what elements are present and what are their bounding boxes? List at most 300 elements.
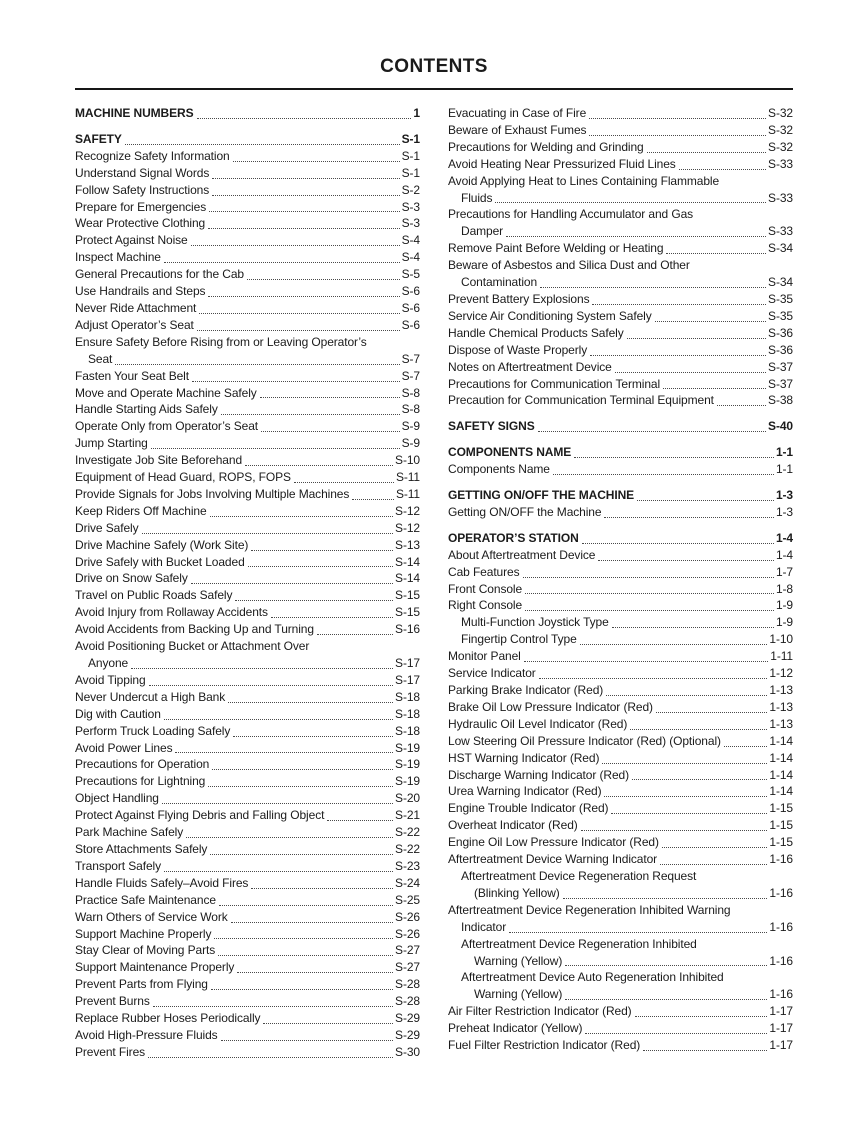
- toc-entry-page-number: S-25: [395, 892, 420, 907]
- toc-entry-label: Move and Operate Machine Safely: [75, 385, 257, 400]
- dot-leader: [221, 414, 400, 415]
- dot-leader: [125, 144, 400, 145]
- toc-entry: [448, 868, 793, 902]
- toc-entry-page-number: S-15: [395, 605, 420, 620]
- toc-entry-label: Avoid Heating Near Pressurized Fluid Lines: [448, 156, 676, 171]
- dot-leader: [208, 228, 400, 229]
- toc-entry-label: About Aftertreatment Device: [448, 547, 596, 562]
- toc-entry-label: Travel on Public Roads Safely: [75, 588, 233, 603]
- toc-entry: [448, 682, 793, 699]
- toc-section-entry: [448, 444, 793, 461]
- dot-leader: [582, 543, 774, 544]
- toc-entry-line: [448, 597, 793, 614]
- toc-entry-label: Drive on Snow Safely: [75, 571, 188, 586]
- toc-entry-line: [75, 300, 420, 317]
- toc-entry-line: [448, 986, 793, 1003]
- toc-entry-page-number: S-19: [395, 774, 420, 789]
- toc-entry-line: [75, 148, 420, 165]
- toc-entry-page-number: S-13: [395, 537, 420, 552]
- toc-entry: [75, 587, 420, 604]
- toc-entry-line: [448, 504, 793, 521]
- dot-leader: [219, 905, 393, 906]
- dot-leader: [580, 644, 768, 645]
- toc-entry-page-number: 1-14: [769, 733, 793, 748]
- toc-entry: [75, 401, 420, 418]
- toc-entry-label: Parking Brake Indicator (Red): [448, 683, 604, 697]
- toc-entry: [75, 486, 420, 503]
- toc-entry-page-number: S-8: [401, 385, 420, 400]
- toc-entry: [75, 621, 420, 638]
- toc-entry-label: Prevent Fires: [75, 1044, 146, 1059]
- toc-entry-label: Avoid Applying Heat to Lines Containing Flammable: [448, 173, 720, 188]
- toc-entry-page-number: 1-13: [769, 683, 793, 697]
- toc-entry-line: [448, 716, 793, 733]
- toc-entry-label: Engine Oil Low Pressure Indicator (Red): [448, 835, 659, 850]
- toc-entry: [448, 733, 793, 750]
- toc-entry-label: Overheat Indicator (Red): [448, 818, 578, 833]
- toc-entry-line: [448, 487, 793, 504]
- dot-leader: [581, 830, 768, 831]
- toc-entry-label: Never Undercut a High Bank: [75, 689, 226, 704]
- toc-entry: [448, 139, 793, 156]
- toc-entry-page-number: S-23: [395, 858, 420, 873]
- toc-entry-label: Jump Starting: [75, 436, 148, 451]
- toc-entry: [75, 232, 420, 249]
- toc-section-entry: [448, 487, 793, 504]
- dot-leader: [660, 864, 767, 865]
- toc-entry-label: Protect Against Flying Debris and Falling Object: [75, 808, 325, 823]
- toc-entry-label-continued: (Blinking Yellow): [474, 885, 560, 900]
- toc-entry-line: [75, 841, 420, 858]
- toc-entry-label: Stay Clear of Moving Parts: [75, 943, 216, 958]
- toc-entry-label: Store Attachments Safely: [75, 841, 208, 856]
- toc-entry-line: [75, 790, 420, 807]
- dot-leader: [228, 702, 393, 703]
- toc-entry-page-number: 1-15: [769, 835, 793, 850]
- toc-entry: [75, 1027, 420, 1044]
- toc-entry-line: [448, 418, 793, 435]
- toc-entry-line: [75, 385, 420, 402]
- dot-leader: [212, 195, 400, 196]
- toc-entry-line: [75, 232, 420, 249]
- toc-entry: [75, 165, 420, 182]
- toc-entry-line: [448, 223, 793, 240]
- toc-entry-label: Avoid Injury from Rollaway Accidents: [75, 605, 268, 620]
- toc-entry: [75, 317, 420, 334]
- toc-entry-label: Remove Paint Before Welding or Heating: [448, 241, 664, 256]
- toc-entry-line: [448, 342, 793, 359]
- toc-entry-label: GETTING ON/OFF THE MACHINE: [448, 488, 635, 503]
- toc-entry-line: [75, 435, 420, 452]
- toc-entry-label: Precautions for Operation: [75, 757, 210, 772]
- toc-entry: [448, 461, 793, 478]
- toc-entry-label: Components Name: [448, 462, 550, 477]
- toc-entry-line: [75, 756, 420, 773]
- dot-leader: [635, 1016, 768, 1017]
- toc-entry-label: Equipment of Head Guard, ROPS, FOPS: [75, 470, 291, 485]
- toc-entry-page-number: 1-15: [769, 818, 793, 833]
- toc-entry-line: [75, 469, 420, 486]
- toc-entry-label: Fasten Your Seat Belt: [75, 368, 189, 383]
- toc-entry-label: MACHINE NUMBERS: [75, 106, 194, 120]
- toc-entry: [75, 689, 420, 706]
- toc-entry-line: [75, 926, 420, 943]
- toc-entry-line: [448, 257, 793, 274]
- toc-entry: [75, 334, 420, 368]
- toc-entry-line: [75, 105, 420, 122]
- dot-leader: [212, 178, 399, 179]
- toc-entry: [75, 926, 420, 943]
- toc-entry-label: Evacuating in Case of Fire: [448, 106, 587, 120]
- toc-entry-line: [448, 564, 793, 581]
- toc-entry-page-number: S-28: [395, 994, 420, 1009]
- toc-entry-line: [448, 953, 793, 970]
- toc-entry-page-number: S-20: [395, 791, 420, 806]
- dot-leader: [590, 355, 766, 356]
- toc-entry-page-number: S-1: [401, 148, 420, 163]
- toc-entry: [448, 376, 793, 393]
- toc-entry-line: [448, 325, 793, 342]
- toc-entry-line: [448, 665, 793, 682]
- toc-entry-page-number: S-9: [401, 436, 420, 451]
- toc-entry-label: Aftertreatment Device Regeneration Inhibited Warning: [448, 902, 731, 917]
- toc-entry-page-number: 1: [413, 106, 420, 120]
- toc-entry-line: [448, 105, 793, 122]
- toc-entry-label: Protect Against Noise: [75, 233, 188, 248]
- toc-entry-line: [448, 359, 793, 376]
- toc-entry-label: Avoid Tipping: [75, 672, 146, 687]
- toc-entry-page-number: S-6: [401, 300, 420, 315]
- toc-entry-label: Monitor Panel: [448, 649, 521, 664]
- toc-entry: [448, 800, 793, 817]
- toc-entry-label: Adjust Operator’s Seat: [75, 317, 194, 332]
- dot-leader: [565, 999, 767, 1000]
- toc-entry: [75, 452, 420, 469]
- toc-entry: [75, 368, 420, 385]
- toc-entry-line: [75, 334, 420, 351]
- toc-section-entry: [75, 105, 420, 122]
- toc-entry-label: COMPONENTS NAME: [448, 445, 572, 460]
- toc-entry-line: [75, 570, 420, 587]
- toc-entry-label: Understand Signal Words: [75, 165, 210, 180]
- toc-entry-line: [448, 817, 793, 834]
- toc-entry-page-number: S-11: [395, 486, 420, 501]
- toc-entry-page-number: S-38: [768, 393, 793, 408]
- toc-entry-page-number: S-36: [768, 342, 793, 357]
- dot-leader: [260, 397, 400, 398]
- toc-entry-page-number: S-4: [401, 250, 420, 265]
- dot-leader: [643, 1050, 767, 1051]
- toc-entry-page-number: 1-8: [775, 581, 793, 596]
- toc-entry-line: [75, 638, 420, 655]
- dot-leader: [615, 372, 766, 373]
- toc-entry: [75, 638, 420, 672]
- toc-entry-label: Keep Riders Off Machine: [75, 503, 207, 518]
- toc-entry-label: Aftertreatment Device Regeneration Inhibited: [461, 936, 697, 951]
- dot-leader: [717, 405, 766, 406]
- toc-entry-page-number: S-32: [768, 139, 793, 154]
- toc-entry-line: [75, 892, 420, 909]
- toc-entry-page-number: S-33: [768, 224, 793, 239]
- toc-entry-page-number: S-35: [768, 291, 793, 306]
- toc-entry: [448, 750, 793, 767]
- toc-entry: [75, 1010, 420, 1027]
- toc-entry-page-number: S-27: [395, 943, 420, 958]
- toc-entry-line: [75, 418, 420, 435]
- dot-leader: [149, 685, 394, 686]
- toc-entry-page-number: S-5: [401, 267, 420, 282]
- toc-entry-line: [75, 993, 420, 1010]
- toc-entry-line: [448, 461, 793, 478]
- toc-entry: [75, 756, 420, 773]
- toc-entry: [448, 631, 793, 648]
- toc-entry-line: [448, 190, 793, 207]
- dot-leader: [525, 593, 774, 594]
- toc-entry-page-number: S-9: [401, 419, 420, 434]
- toc-entry-page-number: 1-12: [769, 666, 793, 681]
- toc-entry-page-number: S-36: [768, 325, 793, 340]
- toc-entry-page-number: S-24: [395, 875, 420, 890]
- toc-entry: [75, 959, 420, 976]
- toc-entry-label: Service Indicator: [448, 666, 536, 681]
- toc-entry: [448, 597, 793, 614]
- dot-leader: [662, 847, 768, 848]
- toc-entry: [75, 199, 420, 216]
- toc-entry-line: [448, 139, 793, 156]
- toc-entry-page-number: S-14: [395, 571, 420, 586]
- toc-entry: [75, 503, 420, 520]
- toc-entry: [448, 547, 793, 564]
- toc-entry-line: [448, 1020, 793, 1037]
- dot-leader: [679, 169, 766, 170]
- toc-entry: [448, 1003, 793, 1020]
- toc-entry-label: SAFETY SIGNS: [448, 419, 535, 434]
- toc-entry-line: [75, 215, 420, 232]
- dot-leader: [647, 152, 766, 153]
- toc-entry-label-continued: Damper: [461, 224, 504, 239]
- toc-entry-label: Support Maintenance Properly: [75, 960, 235, 975]
- toc-entry-line: [448, 530, 793, 547]
- toc-entry-line: [75, 283, 420, 300]
- toc-entry-label: Investigate Job Site Beforehand: [75, 453, 243, 468]
- toc-entry-label: Hydraulic Oil Level Indicator (Red): [448, 716, 628, 731]
- dot-leader: [237, 972, 393, 973]
- toc-entry-line: [75, 959, 420, 976]
- toc-entry-label: Discharge Warning Indicator (Red): [448, 767, 629, 782]
- toc-entry-label: Replace Rubber Hoses Periodically: [75, 1011, 261, 1026]
- toc-entry-page-number: 1-1: [775, 445, 793, 460]
- toc-entry: [75, 824, 420, 841]
- toc-entry-line: [75, 723, 420, 740]
- toc-entry-line: [448, 767, 793, 784]
- toc-entry-line: [75, 773, 420, 790]
- toc-entry-line: [75, 182, 420, 199]
- dot-leader: [724, 746, 767, 747]
- toc-entry-page-number: S-19: [395, 757, 420, 772]
- dot-leader: [553, 474, 774, 475]
- toc-entry-page-number: S-10: [395, 453, 420, 468]
- dot-leader: [524, 661, 769, 662]
- dot-leader: [589, 135, 766, 136]
- toc-entry: [448, 308, 793, 325]
- toc-entry-page-number: 1-17: [769, 1038, 793, 1053]
- toc-entry-label: Perform Truck Loading Safely: [75, 723, 231, 738]
- toc-entry-line: [448, 376, 793, 393]
- dot-leader: [525, 610, 774, 611]
- toc-entry-label: Ensure Safety Before Rising from or Leaving Operator’s: [75, 334, 367, 349]
- toc-entry-page-number: 1-13: [769, 716, 793, 731]
- toc-entry-page-number: S-40: [768, 419, 793, 434]
- toc-entry-line: [75, 672, 420, 689]
- toc-entry: [448, 504, 793, 521]
- toc-entry: [448, 581, 793, 598]
- toc-entry: [448, 851, 793, 868]
- dot-leader: [656, 712, 767, 713]
- toc-entry-label: Urea Warning Indicator (Red): [448, 784, 602, 799]
- toc-entry: [448, 936, 793, 970]
- toc-entry-label-continued: Warning (Yellow): [474, 987, 563, 1002]
- toc-entry-line: [75, 199, 420, 216]
- dot-leader: [199, 313, 399, 314]
- toc-entry-page-number: S-1: [401, 165, 420, 180]
- toc-entry: [75, 469, 420, 486]
- toc-entry-page-number: S-19: [395, 740, 420, 755]
- toc-entry-label-continued: Warning (Yellow): [474, 953, 563, 968]
- toc-entry: [448, 240, 793, 257]
- toc-entry: [448, 614, 793, 631]
- toc-entry-line: [75, 621, 420, 638]
- toc-entry-label: Notes on Aftertreatment Device: [448, 359, 612, 374]
- toc-entry-label: Brake Oil Low Pressure Indicator (Red): [448, 699, 653, 714]
- toc-entry-page-number: S-37: [768, 359, 793, 374]
- toc-entry-page-number: S-1: [401, 131, 420, 146]
- toc-entry-line: [75, 740, 420, 757]
- toc-entry-label: Aftertreatment Device Regeneration Request: [461, 868, 697, 883]
- toc-entry: [75, 672, 420, 689]
- toc-entry-page-number: S-3: [401, 216, 420, 231]
- dot-leader: [131, 668, 393, 669]
- toc-entry-line: [75, 351, 420, 368]
- dot-leader: [604, 517, 773, 518]
- dot-leader: [666, 253, 766, 254]
- dot-leader: [192, 381, 400, 382]
- toc-entry-page-number: 1-1: [775, 462, 793, 477]
- dot-leader: [148, 1057, 393, 1058]
- toc-entry: [75, 993, 420, 1010]
- toc-entry-label-continued: Contamination: [461, 275, 538, 290]
- toc-entry-line: [75, 520, 420, 537]
- dot-leader: [574, 457, 774, 458]
- toc-entry-label: Air Filter Restriction Indicator (Red): [448, 1004, 632, 1019]
- toc-entry-label: Dispose of Waste Properly: [448, 342, 588, 357]
- toc-entry-line: [448, 274, 793, 291]
- toc-entry-label: Transport Safely: [75, 858, 161, 873]
- toc-entry-label: Prevent Burns: [75, 994, 150, 1009]
- toc-entry-line: [448, 173, 793, 190]
- toc-entry-page-number: S-32: [768, 122, 793, 137]
- toc-entry-page-number: 1-7: [775, 564, 793, 579]
- toc-entry-page-number: S-6: [401, 284, 420, 299]
- page-header: [75, 56, 793, 90]
- toc-entry-label: Multi-Function Joystick Type: [461, 615, 609, 630]
- toc-entry-line: [75, 503, 420, 520]
- toc-entry: [75, 790, 420, 807]
- toc-entry: [75, 266, 420, 283]
- toc-entry: [448, 156, 793, 173]
- dot-leader: [509, 932, 767, 933]
- toc-entry-label-continued: Fluids: [461, 190, 493, 205]
- toc-entry-page-number: 1-14: [769, 767, 793, 782]
- toc-entry-line: [75, 909, 420, 926]
- dot-leader: [589, 118, 766, 119]
- dot-leader: [115, 364, 399, 365]
- toc-entry-line: [75, 1044, 420, 1061]
- toc-entry-label-continued: Indicator: [461, 919, 507, 934]
- toc-entry: [75, 148, 420, 165]
- toc-entry-page-number: 1-10: [769, 632, 793, 647]
- toc-entry-line: [448, 902, 793, 919]
- dot-leader: [142, 533, 394, 534]
- toc-entry-page-number: S-12: [395, 520, 420, 535]
- toc-entry: [75, 1044, 420, 1061]
- toc-entry: [75, 807, 420, 824]
- toc-entry-page-number: S-35: [768, 308, 793, 323]
- toc-entry: [448, 392, 793, 409]
- toc-entry-line: [75, 266, 420, 283]
- toc-entry-page-number: S-37: [768, 376, 793, 391]
- dot-leader: [327, 820, 393, 821]
- dot-leader: [538, 431, 766, 432]
- toc-entry-page-number: S-34: [768, 275, 793, 290]
- toc-entry-line: [448, 156, 793, 173]
- toc-entry-line: [448, 885, 793, 902]
- toc-entry-line: [448, 392, 793, 409]
- toc-entry-label: Wear Protective Clothing: [75, 216, 206, 231]
- toc-entry-page-number: 1-16: [769, 953, 793, 968]
- toc-entry-label: Precaution for Communication Terminal Equipment: [448, 393, 714, 408]
- toc-entry-line: [75, 249, 420, 266]
- toc-entry-page-number: 1-3: [775, 488, 793, 503]
- toc-entry-line: [75, 689, 420, 706]
- toc-entry-label: Preheat Indicator (Yellow): [448, 1021, 583, 1036]
- dot-leader: [164, 262, 400, 263]
- toc-entry-line: [448, 800, 793, 817]
- toc-entry: [448, 716, 793, 733]
- toc-entry-page-number: S-16: [395, 622, 420, 637]
- toc-entry: [75, 435, 420, 452]
- toc-entry-label: Avoid Positioning Bucket or Attachment Over: [75, 639, 310, 654]
- toc-entry-page-number: S-26: [395, 909, 420, 924]
- toc-entry-label: Beware of Exhaust Fumes: [448, 122, 587, 137]
- dot-leader: [162, 803, 393, 804]
- toc-entry-page-number: 1-4: [775, 530, 793, 545]
- toc-entry-page-number: S-17: [395, 656, 420, 670]
- toc-entry-line: [75, 875, 420, 892]
- dot-leader: [271, 617, 393, 618]
- toc-entry-line: [75, 655, 420, 672]
- toc-entry-line: [448, 444, 793, 461]
- toc-entry-label: Avoid High-Pressure Fluids: [75, 1027, 218, 1042]
- dot-leader: [506, 236, 766, 237]
- toc-entry-line: [75, 604, 420, 621]
- toc-entry: [75, 892, 420, 909]
- dot-leader: [197, 118, 412, 119]
- toc-entry-label: Dig with Caution: [75, 706, 161, 721]
- toc-entry-label: Drive Machine Safely (Work Site): [75, 537, 249, 552]
- toc-entry-line: [448, 291, 793, 308]
- dot-leader: [565, 965, 767, 966]
- toc-entry-label: Support Machine Properly: [75, 926, 212, 941]
